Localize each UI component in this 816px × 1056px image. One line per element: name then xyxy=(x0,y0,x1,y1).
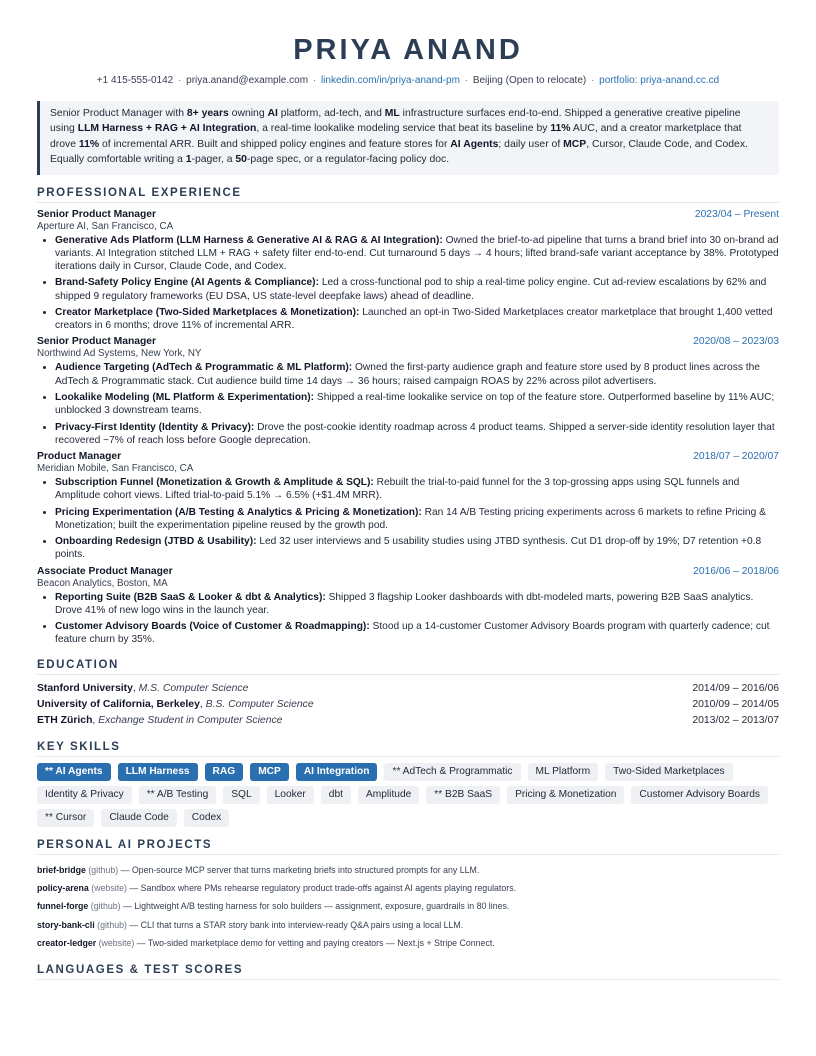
summary-highlight: AI Agents xyxy=(450,138,499,150)
bullet-heading: Reporting Suite (B2B SaaS & Looker & dbt & Analytics): xyxy=(55,591,326,603)
degree: B.S. Computer Science xyxy=(205,698,314,710)
summary-text: , Cursor, Claude Code, and Codex. Equally comfortable writing a xyxy=(50,138,748,166)
skill-chip: Codex xyxy=(184,809,229,827)
summary-text: owning xyxy=(228,108,268,119)
summary-text: -page spec, or a regulator-facing policy doc. xyxy=(246,154,450,166)
degree: M.S. Computer Science xyxy=(138,682,249,694)
bullet-text: Ran 14 A/B Testing pricing experiments across 6 markets to refine Pricing & Monetization; built the experimentation pipeline reused by the growth pod. xyxy=(55,506,766,531)
education-row xyxy=(37,681,779,697)
job-header xyxy=(37,451,779,462)
education-heading: EDUCATION xyxy=(37,659,779,675)
education-row xyxy=(37,697,779,713)
job-bullets xyxy=(37,234,779,333)
job-title: Associate Product Manager xyxy=(37,565,173,577)
education-row xyxy=(37,713,779,729)
bullet-text: Stood up a 14-customer Customer Advisory Boards program with quarterly cadence; cut feature churn by 35%. xyxy=(55,621,770,646)
summary-text: Senior Product Manager with xyxy=(50,108,187,119)
summary-text: , a real-time lookalike modeling service that beat its baseline by xyxy=(256,123,551,135)
portfolio-link[interactable]: portfolio: priya-anand.cc.cd xyxy=(599,75,720,86)
project-item xyxy=(37,879,779,897)
project-item xyxy=(37,934,779,952)
education-dates: 2013/02 – 2013/07 xyxy=(692,714,779,726)
bullet-heading: Customer Advisory Boards (Voice of Customer & Roadmapping): xyxy=(55,621,370,633)
project-item xyxy=(37,897,779,915)
project-description: — Sandbox where PMs rehearse regulatory product trade-offs against AI agents playing regulators. xyxy=(126,882,517,893)
bullet-item xyxy=(55,234,779,274)
project-name[interactable]: creator-ledger xyxy=(37,937,97,948)
separator: · xyxy=(464,75,469,86)
skill-chip: ** AI Agents xyxy=(37,763,111,781)
linkedin-link[interactable]: linkedin.com/in/priya-anand-pm xyxy=(320,75,460,86)
contact-line xyxy=(37,74,779,88)
bullet-text: Led a cross-functional pod to ship a real-time policy engine. Cut ad-review escalations by 62% and shipped 9 regulatory frameworks (EU DSA, US state-level deepfake laws) ahead of deadline. xyxy=(55,277,767,302)
education-dates: 2010/09 – 2014/05 xyxy=(692,698,779,710)
skill-chip: Amplitude xyxy=(358,786,419,804)
summary-highlight: 11% xyxy=(78,138,100,150)
summary-highlight: LLM Harness + RAG + AI Integration xyxy=(77,123,257,135)
summary-text: AUC, and a creator marketplace that drove xyxy=(50,123,742,150)
project-name[interactable]: funnel-forge xyxy=(37,901,89,912)
job-bullets xyxy=(37,476,779,562)
job-title: Senior Product Manager xyxy=(37,208,157,220)
project-name[interactable]: brief-bridge xyxy=(37,864,86,875)
comma-separator: , xyxy=(199,698,206,710)
project-description: — Two-sided marketplace demo for vetting and paying creators — Next.js + Stripe Connect. xyxy=(134,937,495,948)
project-kind: (website) xyxy=(98,937,135,948)
separator: · xyxy=(178,75,182,86)
skill-chip: Looker xyxy=(267,786,314,804)
skill-chip: Two-Sided Marketplaces xyxy=(605,763,733,781)
bullet-text: Rebuilt the trial-to-paid funnel for the 3 top-grossing apps using SQL funnels and Amplitude cohort views. Lifted trial-to-paid 5.1% → 6.5% (+$1.4M MRR). xyxy=(55,477,740,502)
experience-heading: PROFESSIONAL EXPERIENCE xyxy=(37,187,779,203)
skill-chip: MCP xyxy=(250,763,289,781)
skill-chip: ** A/B Testing xyxy=(139,786,217,804)
summary-highlight: 11% xyxy=(550,123,571,135)
skill-chip: RAG xyxy=(205,763,244,781)
bullet-heading: Pricing Experimentation (A/B Testing & Analytics & Pricing & Monetization): xyxy=(55,506,422,518)
skill-chip: Pricing & Monetization xyxy=(507,786,624,804)
summary-text: platform, ad-tech, and xyxy=(277,108,385,119)
bullet-item xyxy=(55,591,779,617)
phone: +1 415-555-0142 xyxy=(96,75,174,86)
project-item xyxy=(37,916,779,934)
bullet-heading: Subscription Funnel (Monetization & Growth & Amplitude & SQL): xyxy=(55,477,374,489)
skill-chip: ML Platform xyxy=(528,763,599,781)
bullet-item xyxy=(55,306,779,332)
bullet-text: Launched an opt-in Two-Sided Marketplaces creator marketplace that brought 1,400 vetted creators in 6 months; drove 11% of incremental ARR. xyxy=(55,307,773,332)
school-name: Stanford University xyxy=(37,682,133,694)
bullet-text: Shipped a real-time lookalike service on top of the feature store. Outperformed baseline by 11% AUC; unblocked 3 downstream teams. xyxy=(55,392,775,417)
bullet-item xyxy=(55,506,779,532)
summary-block xyxy=(37,101,779,175)
job-header xyxy=(37,566,779,577)
bullet-text: Owned the first-party audience graph and feature store used by 8 product lines across the AdTech & Programmatic stack. Cut audience build time 14 days → 36 hours; raised campaign ROAS by 22% across pilot advertisers. xyxy=(55,362,760,387)
summary-highlight: 50 xyxy=(235,154,247,166)
school-name: University of California, Berkeley xyxy=(37,698,200,710)
education-dates: 2014/09 – 2016/06 xyxy=(692,682,779,694)
job-dates: 2023/04 – Present xyxy=(694,208,779,220)
bullet-heading: Generative Ads Platform (LLM Harness & Generative AI & RAG & AI Integration): xyxy=(55,234,443,246)
comma-separator: , xyxy=(132,682,139,694)
location: Beijing (Open to relocate) xyxy=(472,75,587,86)
job-dates: 2020/08 – 2023/03 xyxy=(693,336,779,348)
education-entry xyxy=(37,697,314,713)
bullet-item xyxy=(55,535,779,561)
bullet-text: Shipped 3 flagship Looker dashboards with dbt-modeled marts, powering B2B SaaS analytics. Drove 41% of new logo wins in the launch year. xyxy=(55,591,754,616)
degree: Exchange Student in Computer Science xyxy=(98,714,283,726)
job-dates: 2016/06 – 2018/06 xyxy=(693,565,779,577)
project-item xyxy=(37,861,779,879)
summary-text: infrastructure surfaces end-to-end. Shipped a generative creative pipeline using xyxy=(50,108,741,135)
skill-chip: Claude Code xyxy=(101,809,176,827)
job-company: Meridian Mobile, San Francisco, CA xyxy=(37,463,194,475)
bullet-heading: Creator Marketplace (Two-Sided Marketplaces & Monetization): xyxy=(55,307,360,319)
project-kind: (github) xyxy=(90,901,121,912)
bullet-item xyxy=(55,421,779,447)
project-kind: (website) xyxy=(91,882,127,893)
bullet-item xyxy=(55,620,779,646)
project-kind: (github) xyxy=(88,864,119,875)
bullet-item xyxy=(55,276,779,302)
skill-chip: ** AdTech & Programmatic xyxy=(384,763,520,781)
bullet-item xyxy=(55,476,779,502)
bullet-text: Owned the brief-to-ad pipeline that turns a brand brief into 30 on-brand ad variants. AI Integration stitched LLM + RAG + safety filter end-to-end. Cut turnaround 5 days → 4 hours; lifted brand-safe variant acceptance by 38%. Prototyped iterations daily in Cursor, Claude Code, and Codex. xyxy=(55,234,779,273)
project-description: — CLI that turns a STAR story bank into interview-ready Q&A pairs using a local LLM. xyxy=(126,919,464,930)
candidate-name: PRIYA ANAND xyxy=(293,34,523,66)
separator: · xyxy=(591,75,595,86)
job-title: Product Manager xyxy=(37,451,122,463)
bullet-item xyxy=(55,391,779,417)
email[interactable]: priya.anand@example.com xyxy=(186,75,309,86)
bullet-heading: Lookalike Modeling (ML Platform & Experimentation): xyxy=(55,392,315,404)
project-kind: (github) xyxy=(97,919,127,930)
skill-chip: AI Integration xyxy=(296,763,378,781)
summary-text: -pager, a xyxy=(191,154,236,166)
languages-heading: LANGUAGES & TEST SCORES xyxy=(37,964,779,980)
project-name[interactable]: story-bank-cli xyxy=(37,919,95,930)
experience-list xyxy=(37,209,779,647)
job-company: Aperture AI, San Francisco, CA xyxy=(37,220,174,232)
summary-highlight: AI xyxy=(267,108,278,119)
skill-chip: LLM Harness xyxy=(118,763,198,781)
separator: · xyxy=(312,75,317,86)
comma-separator: , xyxy=(92,714,99,726)
summary-text: ; daily user of xyxy=(498,138,564,150)
school-name: ETH Zürich xyxy=(37,714,93,726)
bullet-text: Led 32 user interviews and 5 usability studies using JTBD synthesis. Cut D1 drop-off by 19%; D7 retention +0.8 points. xyxy=(55,536,762,561)
skill-chip: Identity & Privacy xyxy=(37,786,132,804)
job-bullets xyxy=(37,591,779,647)
job-company: Beacon Analytics, Boston, MA xyxy=(37,577,168,589)
education-entry xyxy=(37,713,282,729)
bullet-heading: Brand-Safety Policy Engine (AI Agents & Compliance): xyxy=(55,277,319,289)
job-title: Senior Product Manager xyxy=(37,336,157,348)
skill-chip: ** Cursor xyxy=(37,809,94,827)
skill-chip: ** B2B SaaS xyxy=(426,786,500,804)
bullet-heading: Audience Targeting (AdTech & Programmatic & ML Platform): xyxy=(55,362,353,374)
projects-list xyxy=(37,861,779,952)
job-bullets xyxy=(37,361,779,447)
summary-highlight: MCP xyxy=(563,138,587,150)
skills-list xyxy=(37,763,779,827)
bullet-heading: Onboarding Redesign (JTBD & Usability): xyxy=(55,536,257,548)
skill-chip: dbt xyxy=(321,786,351,804)
education-list xyxy=(37,681,779,729)
job-company: Northwind Ad Systems, New York, NY xyxy=(37,348,202,360)
summary-text: of incremental ARR. Built and shipped policy engines and feature stores for xyxy=(99,138,451,150)
skills-heading: KEY SKILLS xyxy=(37,741,779,757)
project-name[interactable]: policy-arena xyxy=(37,882,89,893)
skill-chip: SQL xyxy=(223,786,259,804)
job-header xyxy=(37,209,779,220)
skill-chip: Customer Advisory Boards xyxy=(631,786,768,804)
summary-highlight: ML xyxy=(384,108,400,119)
project-description: — Open-source MCP server that turns marketing briefs into structured prompts for any LLM. xyxy=(118,864,480,875)
bullet-text: Drove the post-cookie identity roadmap across 4 product teams. Shipped a server-side identity resolution layer that recovered ~7% of reach loss before Google deprecation. xyxy=(55,421,775,446)
job-header xyxy=(37,336,779,347)
projects-heading: PERSONAL AI PROJECTS xyxy=(37,839,779,855)
bullet-heading: Privacy-First Identity (Identity & Privacy): xyxy=(55,421,255,433)
summary-highlight: 1 xyxy=(185,154,192,166)
project-description: — Lightweight A/B testing harness for solo builders — assignment, exposure, guardrails in 80 lines. xyxy=(120,901,510,912)
education-entry xyxy=(37,681,248,697)
summary-highlight: 8+ years xyxy=(186,108,229,119)
bullet-item xyxy=(55,361,779,387)
job-dates: 2018/07 – 2020/07 xyxy=(693,451,779,463)
